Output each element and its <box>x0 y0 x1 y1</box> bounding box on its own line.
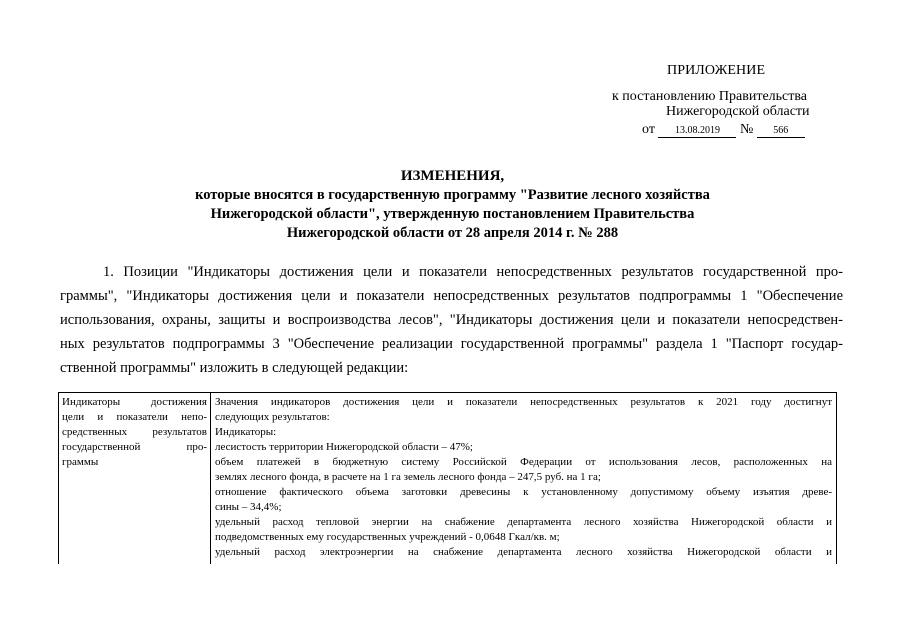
table-label-cell <box>59 393 211 564</box>
value-line: землях лесного фонда, в расчете на 1 га земель лесного фонда – 247,5 руб. на 1 га; <box>215 471 601 483</box>
title-line: которые вносятся в государственную программу "Развитие лесного хозяйства <box>195 187 710 203</box>
value-line: лесистость территории Нижегородской области – 47%; <box>215 441 473 453</box>
value-line: Индикаторы: <box>215 426 277 438</box>
label-line: цели и показатели непо- <box>62 411 207 423</box>
appendix-line-1: к постановлению Правительства <box>612 89 808 104</box>
document-title <box>60 167 845 243</box>
body-paragraph <box>60 260 843 380</box>
label-line: государственной про- <box>62 441 207 453</box>
table-value-cell <box>211 393 836 564</box>
value-line: подведомственных ему государственных учреждений - 0,0648 Гкал/кв. м; <box>215 531 560 543</box>
title-line: Нижегородской области от 28 апреля 2014 г. № 288 <box>286 225 619 241</box>
date-prefix: от <box>642 122 655 137</box>
label-line: граммы <box>62 456 99 468</box>
value-line: Значения индикаторов достижения цели и показатели непосредственных результатов к 2021 году достигнут <box>215 396 832 408</box>
title-heading: ИЗМЕНЕНИЯ, <box>400 168 505 184</box>
paragraph-line: ных результатов подпрограммы 3 "Обеспечение реализации государственной программы" раздела 1 "Паспорт государ- <box>60 336 843 352</box>
label-line: средственных результатов <box>62 426 207 438</box>
value-line: сины – 34,4%; <box>215 501 282 513</box>
value-line: удельный расход электроэнергии на снабжение департамента лесного хозяйства Нижегородской области и <box>215 546 832 558</box>
paragraph-line: ственной программы" изложить в следующей редакции: <box>60 360 409 376</box>
value-line: объем платежей в бюджетную систему Российской Федерации от использования лесов, расположенных на <box>215 456 832 468</box>
date-value: 13.08.2019 <box>658 125 736 138</box>
value-line: отношение фактического объема заготовки древесины к установленному допустимому объему изъятия древе- <box>215 486 832 498</box>
appendix-title: ПРИЛОЖЕНИЕ <box>667 63 766 78</box>
number-sign: № <box>739 122 754 137</box>
paragraph-line: использования, охраны, защиты и воспроизводства лесов", "Индикаторы достижения цели и показатели непосредствен- <box>60 312 843 328</box>
number-value: 566 <box>757 125 805 138</box>
value-line: удельный расход тепловой энергии на снабжение департамента лесного хозяйства Нижегородской области и <box>215 516 832 528</box>
appendix-date-row <box>642 122 805 138</box>
paragraph-line: граммы", "Индикаторы достижения цели и показатели непосредственных результатов подпрограммы 1 "Обеспечение <box>60 288 843 304</box>
title-line: Нижегородской области", утвержденную постановлением Правительства <box>210 206 695 222</box>
label-line: Индикаторы достижения <box>62 396 207 408</box>
indicators-table <box>58 392 837 564</box>
paragraph-line: 1. Позиции "Индикаторы достижения цели и показатели непосредственных результатов государственной про- <box>103 264 843 280</box>
appendix-line-2: Нижегородской области <box>666 104 810 119</box>
value-line: следующих результатов: <box>215 411 330 423</box>
